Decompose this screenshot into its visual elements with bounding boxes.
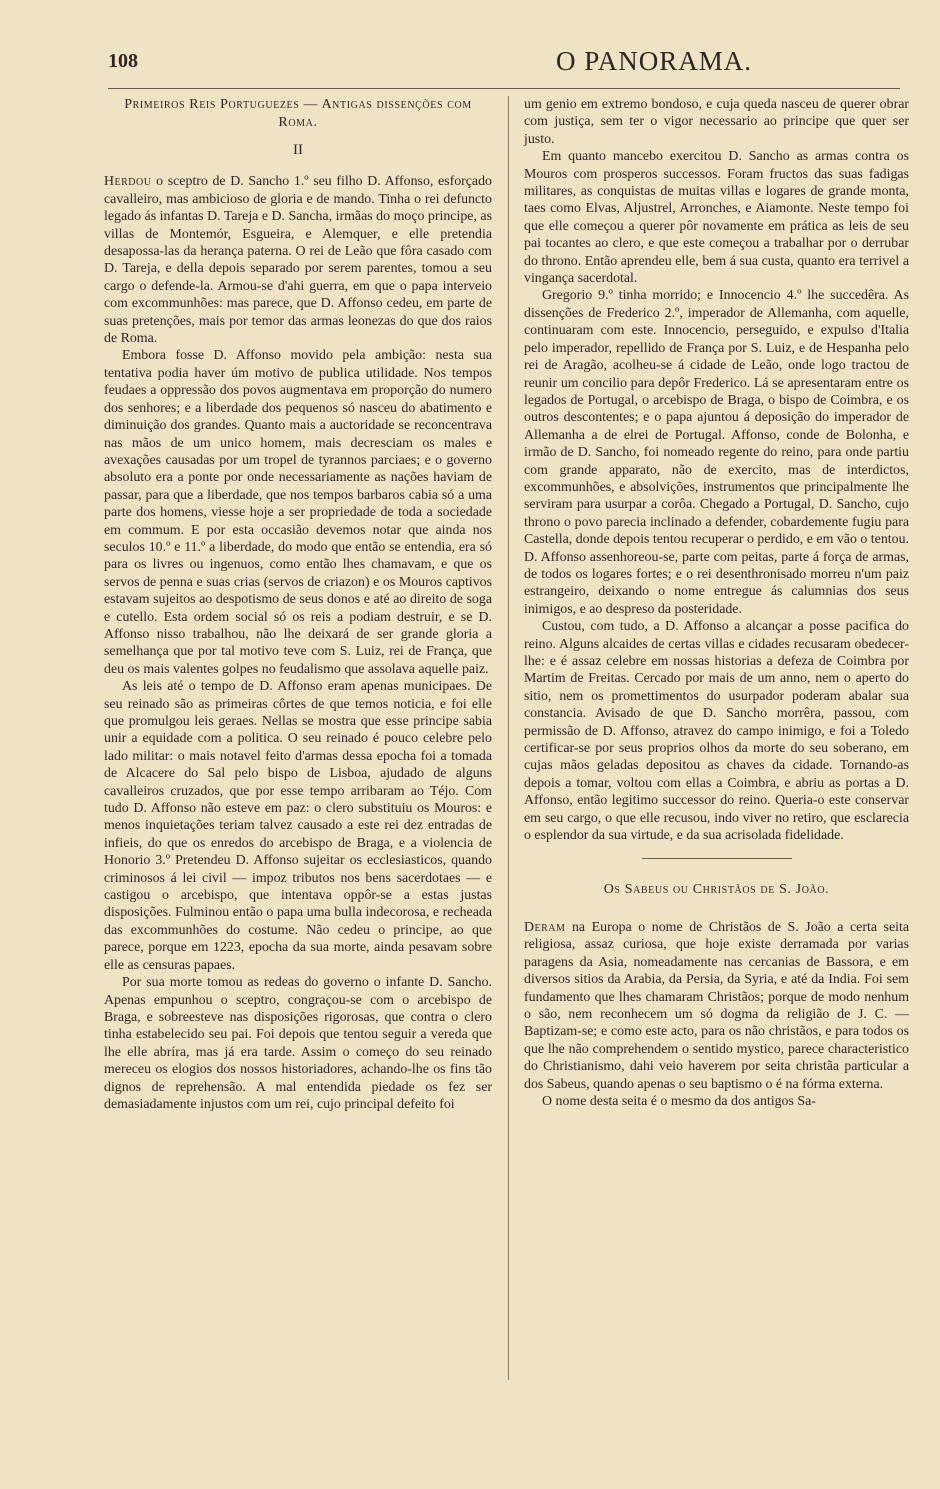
paragraph: As leis até o tempo de D. Affonso eram apenas municipaes. De seu reinado são as primeiras côrtes de que temos noticia, e foi elle que promulgou leis geraes. Nellas se mostra que esse principe sabia unir a equidade com a politica. O seu reinado é pouco celebre pelo lado militar: o mais notavel feito d'armas dessa epocha foi a tomada de Alcacere do Sal pelo bispo de Lisboa, ajudado de alguns cavalleiros cruzados, que por esse tempo arribaram ao Téjo. Com tudo D. Affonso não esteve em paz: o clero substituiu os Mouros: e menos inquietações teriam talvez causado a este rei dez entradas de infieis, do que os enredos do arcebispo de Braga, e a violencia de Honorio 3.º Pretendeu D. Affonso sujeitar os ecclesiasticos, quando criminosos á lei civil — impoz tributos nos bens sacerdotaes — e castigou o arcebispo, que intentava oppôr-se a estas justas disposições. Fulminou então o papa uma bulla indecorosa, e recheada das excommunhões do costume. Não cedeu o principe, ao que parece, porque em 1223, epocha da sua morte, ainda pesavam sobre elle as censuras papaes. [104,679,492,973]
page-number: 108 [108,50,138,72]
lead-word: Herdou [104,174,152,190]
right-column [524,96,909,1110]
journal-title: O PANORAMA. [555,46,753,76]
section-number: II [293,142,303,158]
column-divider [508,96,509,1380]
page-header [108,44,900,84]
header-rule [108,88,900,89]
paragraph: Custou, com tudo, a D. Affonso a alcançar a posse pacifica do reino. Alguns alcaides de certas villas e cidades recusaram obedecer-lhe: e é assaz celebre em nossas historias a defeza de Coimbra por Martim de Freitas. Cercado por mais de um anno, nem o aperto do sitio, nem os promettimentos do usurpador poderam abalar sua constancia. Avisado de que D. Sancho morrêra, passou, com permissão de D. Affonso, atravez do campo inimigo, e foi a Toledo certificar-se por seus proprios olhos da morte do seu soberano, em cujas mãos geladas depositou as chaves da cidade. Tornando-as depois a tomar, voltou com ellas a Coimbra, e abriu as portas a D. Affonso, então legitimo successor do reino. Queria-o este conservar em seu cargo, o que elle recusou, indo viver no retiro, que esclarecia o esplendor da sua virtude, e da sua acrisolada fidelidade. [524,619,909,844]
section-divider [642,858,792,859]
paragraph: Em quanto mancebo exercitou D. Sancho as armas contra os Mouros com prosperos successos. Foram fructos das suas fadigas militares, as conquistas de muitas villas e logares de grande monta, taes como Elvas, Aljustrel, Arronches, e Aiamonte. Neste tempo foi que elle começou a querer pôr novamente em prática as leis de seu pai tocantes ao clero, e que este começou a trabalhar por o derrubar do throno. Então aprendeu elle, bem á sua custa, quanto era terrivel a vingança sacerdotal. [524,149,909,287]
lead-word: Deram [524,919,566,935]
paragraph: O nome desta seita é o mesmo da dos antigos Sa- [542,1093,816,1109]
left-column [104,96,492,1113]
article-title: Primeiros Reis Portuguezes — Antigas dissenções com Roma. [124,97,472,130]
article-title-2: Os Sabeus ou Christãos de S. João. [603,882,830,898]
paragraph: Gregorio 9.º tinha morrido; e Innocencio 4.º lhe succedêra. As dissenções de Frederico 2.º, imperador de Allemanha, com aquelle, continuaram com este. Innocencio, perseguido, e expulso d'Italia pelo imperador, repellido de França por S. Luiz, e de Hespanha pelo rei de Aragão, acolheu-se á cidade de Leão, onde logo tractou de reunir um concilio para depôr Frederico. Lá se apresentaram entre os legados de Portugal, o arcebispo de Braga, o bispo de Coimbra, e os outros descontentes; e o papa ajuntou á deposição do imperador de Allemanha a de elrei de Portugal. Affonso, conde de Bolonha, e irmão de D. Sancho, foi nomeado regente do reino, para onde partiu com grande apparato, não de exercito, mas de interdictos, excommunhões, e absolvições, instrumentos que principalmente lhe serviram para usurpar a corôa. Chegado a Portugal, D. Sancho, cujo throno o povo parecia inclinado a defender, cobardemente fugiu para Castella, donde depois tentou recuperar o perdido, e em vão o tentou. D. Affonso assenhoreou-se, parte com peitas, parte á força de armas, de todos os logares fortes; e o rei desenthronisado morreu n'um paiz estrangeiro, deixando o nome entregue ás calumnias dos seus inimigos, e ao despreso da posteridade. [524,288,909,617]
paragraph: Embora fosse D. Affonso movido pela ambição: nesta sua tentativa podia haver úm motivo de publica utilidade. Nos tempos feudaes a oppressão dos povos augmentava em proporção do numero dos senhores; e a liberdade dos pequenos só nasceu do abatimento e diminuição dos grandes. Quanto mais a auctoridade se reconcentrava nas mãos de um unico homem, mais decresciam os males e avexações causadas por um tropel de tyrannos parciaes; e o governo absoluto era a ponte por onde necessariamente as nações haviam de passar, para que a liberdade, que nos tempos barbaros cabia só a uma parte dos homens, viesse hoje a ser propriedade de toda a sociedade em commum. E por esta occasião devemos notar que ainda nos seculos 10.º e 11.º a liberdade, do modo que então se entendia, era só para os livres ou ingenuos, como então lhes chamavam, e que os servos de penna e suas crias (servos de criazon) e os Mouros captivos estavam sujeitos ao despotismo de seus donos e até ao direito de soga e cutello. Esta ordem social só os reis a podiam destruir, e se D. Affonso nisso trabalhou, não lhe deixará de ser grande gloria a semelhança que por tal motivo teve com S. Luiz, rei de França, que deu os mais valentes golpes no feudalismo que assolava aquelle paiz. [104,348,492,677]
paragraph: Por sua morte tomou as redeas do governo o infante D. Sancho. Apenas empunhou o sceptro, congraçou-se com o arcebispo de Braga, e sobreesteve nas disposições rigorosas, que contra o clero tinha estabelecido seu pai. Foi depois que tentou seguir a vereda que lhe elle abríra, mas já era tarde. Assim o começo do seu reinado mereceu os elogios dos nossos historiadores, achando-lhe os fins tão dignos de reprehensão. A mal entendida piedade os fez ser demasiadamente injustos com um rei, cujo principal defeito foi [104,975,492,1112]
paragraph [524,919,909,1093]
paragraph-continued: um genio em extremo bondoso, e cuja queda nasceu de querer obrar com justiça, sem ter o vigor necessario ao principe que quer ser justo. [524,97,909,147]
paragraph-text: o sceptro de D. Sancho 1.º seu filho D. Affonso, esforçado cavalleiro, mas ambicioso de gloria e de mando. Tinha o rei defuncto legado ás infantas D. Tareja e D. Sancha, irmãas do moço principe, as villas de Montemór, Esgueira, e Alemquer, e elle pretendia desapossa-las da herança paterna. O rei de Leão que fôra casado com D. Tareja, e della depois separado por serem parentes, tomou a seu cargo o defende-la. Armou-se d'ahi guerra, em que o papa interveio com excommunhões: mas parece, que D. Affonso cedeu, em parte de suas pretenções, mais por temor das armas leonezas do que dos raios de Roma. [104,174,492,347]
paragraph [104,173,492,347]
paragraph-text: na Europa o nome de Christãos de S. João a certa seita religiosa, assaz curiosa, que hoje existe derramada por varias paragens da Asia, nomeadamente nas cercanias de Bassora, e em diversos sitios da Arabia, da Persia, da Syria, e até da India. Foi sem fundamento que lhes chamaram Christãos; porque de modo nenhum o são, nem reconhecem um só dogma da religião de J. C. — Baptizam-se; e como este acto, para os não christãos, e para todos os que lhe não comprehendem o sentido mystico, parece characteristico do Christianismo, dahi veio haverem por seita christãa particular a dos Sabeus, quando apenas o seu baptismo o é na fórma externa. [524,919,909,1092]
